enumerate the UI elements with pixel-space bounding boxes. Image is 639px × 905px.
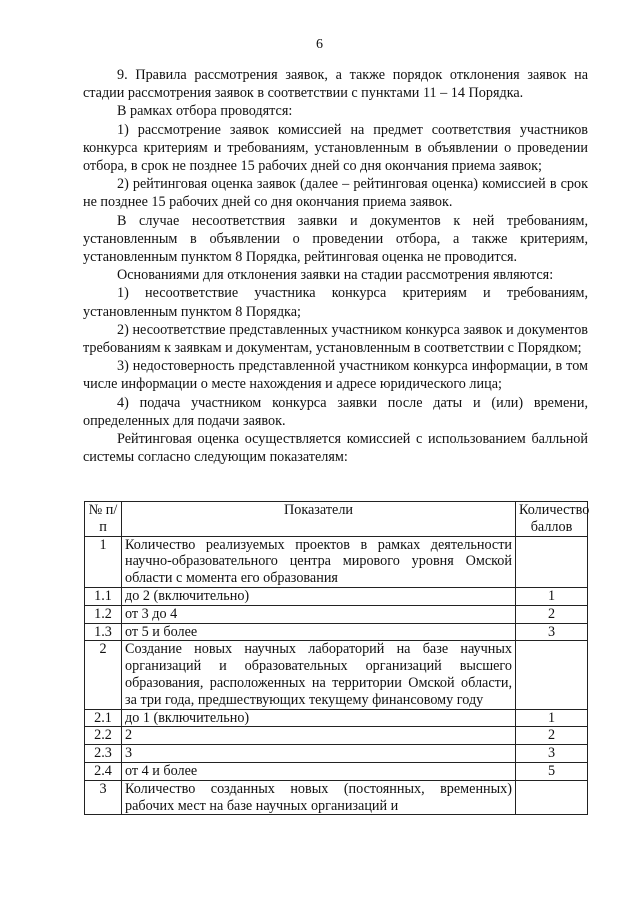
table-row [85,709,588,727]
paragraph: 1) рассмотрение заявок комиссией на предмет соответствия участников конкурса критериям и требованиям, установленным в объявлении о проведении отбора, в срок не позднее 15 рабочих дней со дня окончания приема заявок; [83,121,588,175]
paragraph: 9. Правила рассмотрения заявок, а также порядок отклонения заявок на стадии рассмотрения заявок в соответствии с пунктами 11 – 14 Порядка. [83,67,588,102]
row-number: 2.4 [85,762,122,780]
row-number: 1.2 [85,605,122,623]
table-header-row [85,502,588,537]
document-body [83,66,588,466]
row-indicator: от 3 до 4 [122,605,516,623]
scoring-table [84,501,588,815]
row-indicator: до 2 (включительно) [122,587,516,605]
header-number: № п/п [85,502,122,537]
row-indicator: 3 [122,745,516,763]
row-number: 3 [85,780,122,815]
row-points: 1 [516,709,588,727]
row-number: 2.3 [85,745,122,763]
row-points: 3 [516,745,588,763]
paragraph: В случае несоответствия заявки и документов к ней требованиям, установленным в объявлении о проведении отбора, а также критериям, установленным пунктом 8 Порядка, рейтинговая оценка не проводится. [83,212,588,266]
header-points: Количество баллов [516,502,588,537]
row-points: 2 [516,605,588,623]
page-number: 6 [316,37,323,52]
table-row [85,587,588,605]
row-points [516,536,588,587]
table-row [85,641,588,709]
row-number: 2 [85,641,122,709]
row-indicator: 2 [122,727,516,745]
row-number: 2.1 [85,709,122,727]
paragraph: Рейтинговая оценка осуществляется комиссией с использованием балльной системы согласно следующим показателям: [83,431,588,466]
paragraph: 3) недостоверность представленной участником конкурса информации, в том числе информации о месте нахождения и адресе юридического лица; [83,358,588,393]
row-indicator: Количество реализуемых проектов в рамках деятельности научно-образовательного центра мирового уровня Омской области с момента его образования [122,536,516,587]
row-number: 1 [85,536,122,587]
row-indicator: от 5 и более [122,623,516,641]
row-points: 3 [516,623,588,641]
row-number: 1.3 [85,623,122,641]
row-points: 2 [516,727,588,745]
table-row [85,623,588,641]
paragraph: 2) несоответствие представленных участником конкурса заявок и документов требованиям к заявкам и документам, установленным в соответствии с Порядком; [83,321,588,357]
row-indicator: до 1 (включительно) [122,709,516,727]
header-indicator: Показатели [122,502,516,537]
table-row [85,762,588,780]
table-row [85,536,588,587]
table-row [85,605,588,623]
paragraph: В рамках отбора проводятся: [117,103,293,120]
row-points: 1 [516,587,588,605]
paragraph: 4) подача участником конкурса заявки после даты и (или) времени, определенных для подачи заявок. [83,394,588,429]
row-number: 1.1 [85,587,122,605]
row-indicator: Создание новых научных лабораторий на базе научных организаций и образовательных организаций высшего образования, расположенных на территории Омской области, за три года, предшествующих текущему финансовому году [122,641,516,709]
table-row [85,727,588,745]
table-row [85,780,588,815]
paragraph: Основаниями для отклонения заявки на стадии рассмотрения являются: [117,267,554,284]
row-points [516,780,588,815]
row-points [516,641,588,709]
row-indicator: Количество созданных новых (постоянных, временных) рабочих мест на базе научных организаций и [122,780,516,815]
paragraph: 2) рейтинговая оценка заявок (далее – рейтинговая оценка) комиссией в срок не позднее 15 рабочих дней со дня окончания приема заявок. [83,176,588,211]
row-number: 2.2 [85,727,122,745]
paragraph: 1) несоответствие участника конкурса критериям и требованиям, установленным пунктом 8 Порядка; [83,285,588,320]
row-points: 5 [516,762,588,780]
table-row [85,745,588,763]
row-indicator: от 4 и более [122,762,516,780]
